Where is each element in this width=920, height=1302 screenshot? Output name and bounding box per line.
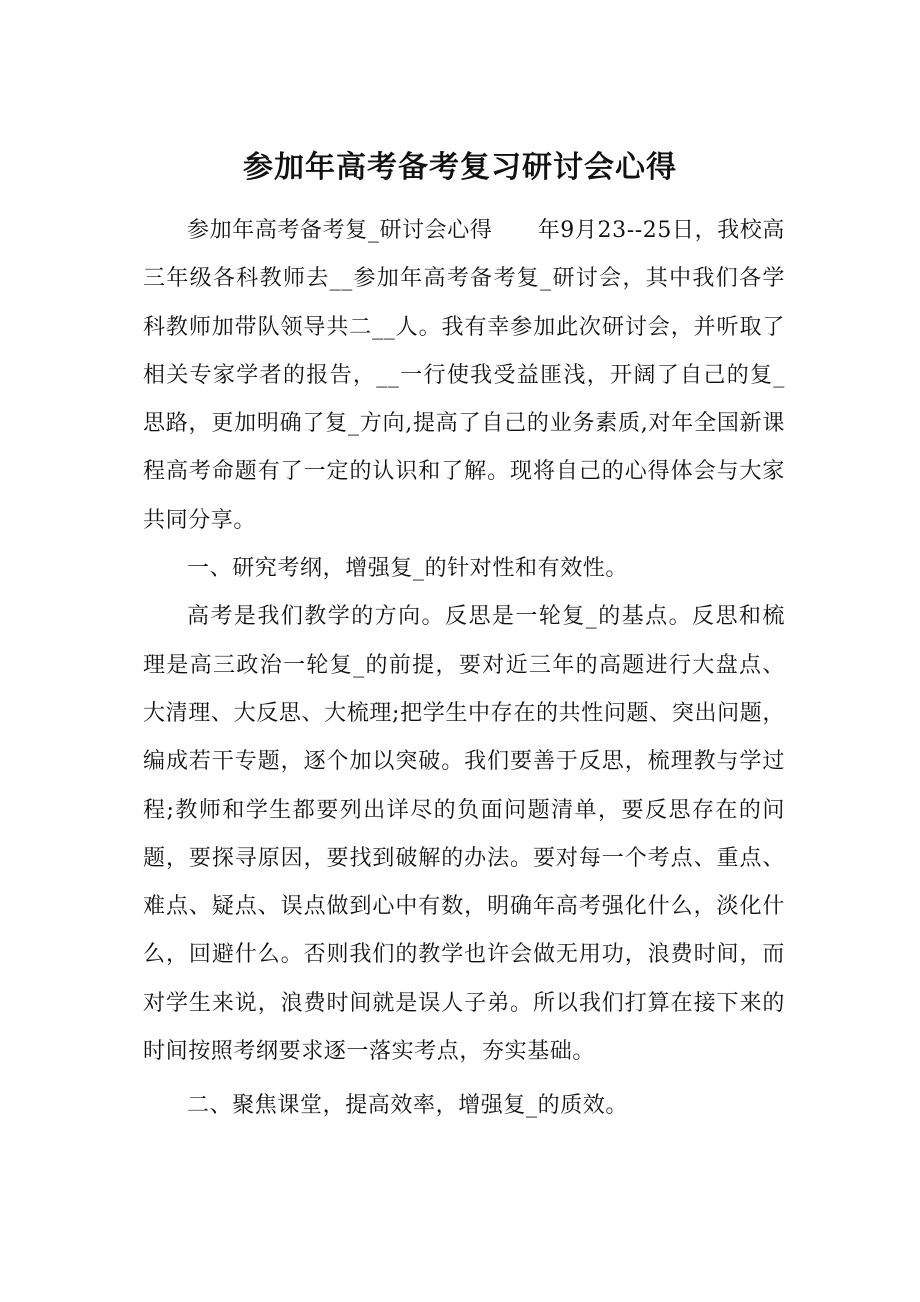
section-heading-1: 一、研究考纲，增强复_的针对性和有效性。: [187, 556, 629, 582]
intro-paragraph: 参加年高考备考复_研讨会心得 年9月23--25日，我校高三年级各科教师去__参加年高考备考复_研讨会，其中我们各学科教师加带队领导共二__人。我有幸参加此次研讨会，并听取了相关专家学者的报告，__一行使我受益匪浅，开阔了自己的复_思路，更加明确了复_方向,提高了自己的业务素质,对年全国新课程高考命题有了一定的认识和了解。现将自己的心得体会与大家共同分享。: [143, 218, 785, 533]
document-title: 参加年高考备考复习研讨会心得: [243, 150, 677, 185]
document-body: [143, 207, 785, 1131]
section-heading-2: 二、聚焦课堂，提高效率，增强复_的质效。: [187, 1093, 629, 1119]
section-1-paragraph: 高考是我们教学的方向。反思是一轮复_的基点。反思和梳理是高三政治一轮复_的前提，要对近三年的高题进行大盘点、大清理、大反思、大梳理;把学生中存在的共性问题、突出问题，编成若干专题，逐个加以突破。我们要善于反思，梳理教与学过程;教师和学生都要列出详尽的负面问题清单，要反思存在的问题，要探寻原因，要找到破解的办法。要对每一个考点、重点、难点、疑点、误点做到心中有数，明确年高考强化什么，淡化什么，回避什么。否则我们的教学也许会做无用功，浪费时间，而对学生来说，浪费时间就是误人子弟。所以我们打算在接下来的时间按照考纲要求逐一落实考点，夯实基础。: [143, 604, 785, 1065]
